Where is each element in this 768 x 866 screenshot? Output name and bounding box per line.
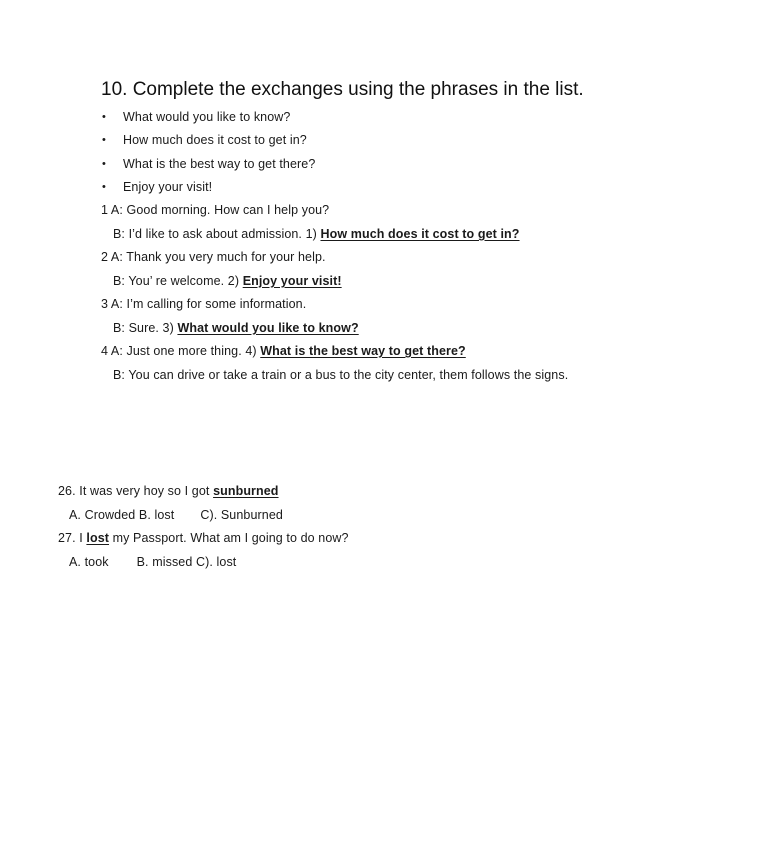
exchange-4-a xyxy=(101,343,466,359)
phrase-item: Enjoy your visit! xyxy=(123,180,213,194)
question-27-answer: lost xyxy=(86,531,110,545)
bullet-marker: • xyxy=(102,181,106,193)
question-27-suffix: my Passport. What am I going to do now? xyxy=(112,531,349,545)
question-26-prefix: 26. It was very hoy so I got xyxy=(58,484,210,498)
exchange-3-a: 3 A: I’m calling for some information. xyxy=(101,297,307,311)
exchange-1-answer: How much does it cost to get in? xyxy=(320,227,520,241)
exchange-2-a: 2 A: Thank you very much for your help. xyxy=(101,250,326,264)
exchange-2-b xyxy=(113,273,342,289)
option-a: A. Crowded xyxy=(69,508,136,522)
exchange-4-answer: What is the best way to get there? xyxy=(260,344,466,358)
question-26-answer: sunburned xyxy=(213,484,279,498)
question-27-prefix: 27. I xyxy=(58,531,83,545)
option-c: C). Sunburned xyxy=(200,508,283,522)
question-27-stem xyxy=(58,530,349,546)
question-26-options xyxy=(69,507,283,523)
exchange-1-b xyxy=(113,226,520,242)
option-c: C). lost xyxy=(195,555,237,569)
option-b: B. lost xyxy=(138,508,175,522)
question-27-options xyxy=(69,554,236,570)
question-26-stem xyxy=(58,483,279,499)
bullet-marker: • xyxy=(102,111,106,123)
phrase-item: What would you like to know? xyxy=(123,110,291,124)
exchange-4-b: B: You can drive or take a train or a bus to the city center, them follows the signs. xyxy=(113,368,569,382)
bullet-marker: • xyxy=(102,158,106,170)
exchange-2-answer: Enjoy your visit! xyxy=(242,274,342,288)
phrase-item: How much does it cost to get in? xyxy=(123,133,307,147)
exchange-1-b-prefix: B: I’d like to ask about admission. 1) xyxy=(113,227,317,241)
exchange-3-b xyxy=(113,320,359,336)
exchange-4-a-prefix: 4 A: Just one more thing. 4) xyxy=(101,344,257,358)
phrase-item: What is the best way to get there? xyxy=(123,157,316,171)
option-a: A. took xyxy=(69,555,109,569)
exercise-title: 10. Complete the exchanges using the phrases in the list. xyxy=(101,79,584,100)
exchange-2-b-prefix: B: You’ re welcome. 2) xyxy=(113,274,240,288)
exchange-3-b-prefix: B: Sure. 3) xyxy=(113,321,174,335)
option-b: B. missed xyxy=(136,555,193,569)
exchange-1-a: 1 A: Good morning. How can I help you? xyxy=(101,203,330,217)
bullet-marker: • xyxy=(102,134,106,146)
exchange-3-answer: What would you like to know? xyxy=(177,321,359,335)
